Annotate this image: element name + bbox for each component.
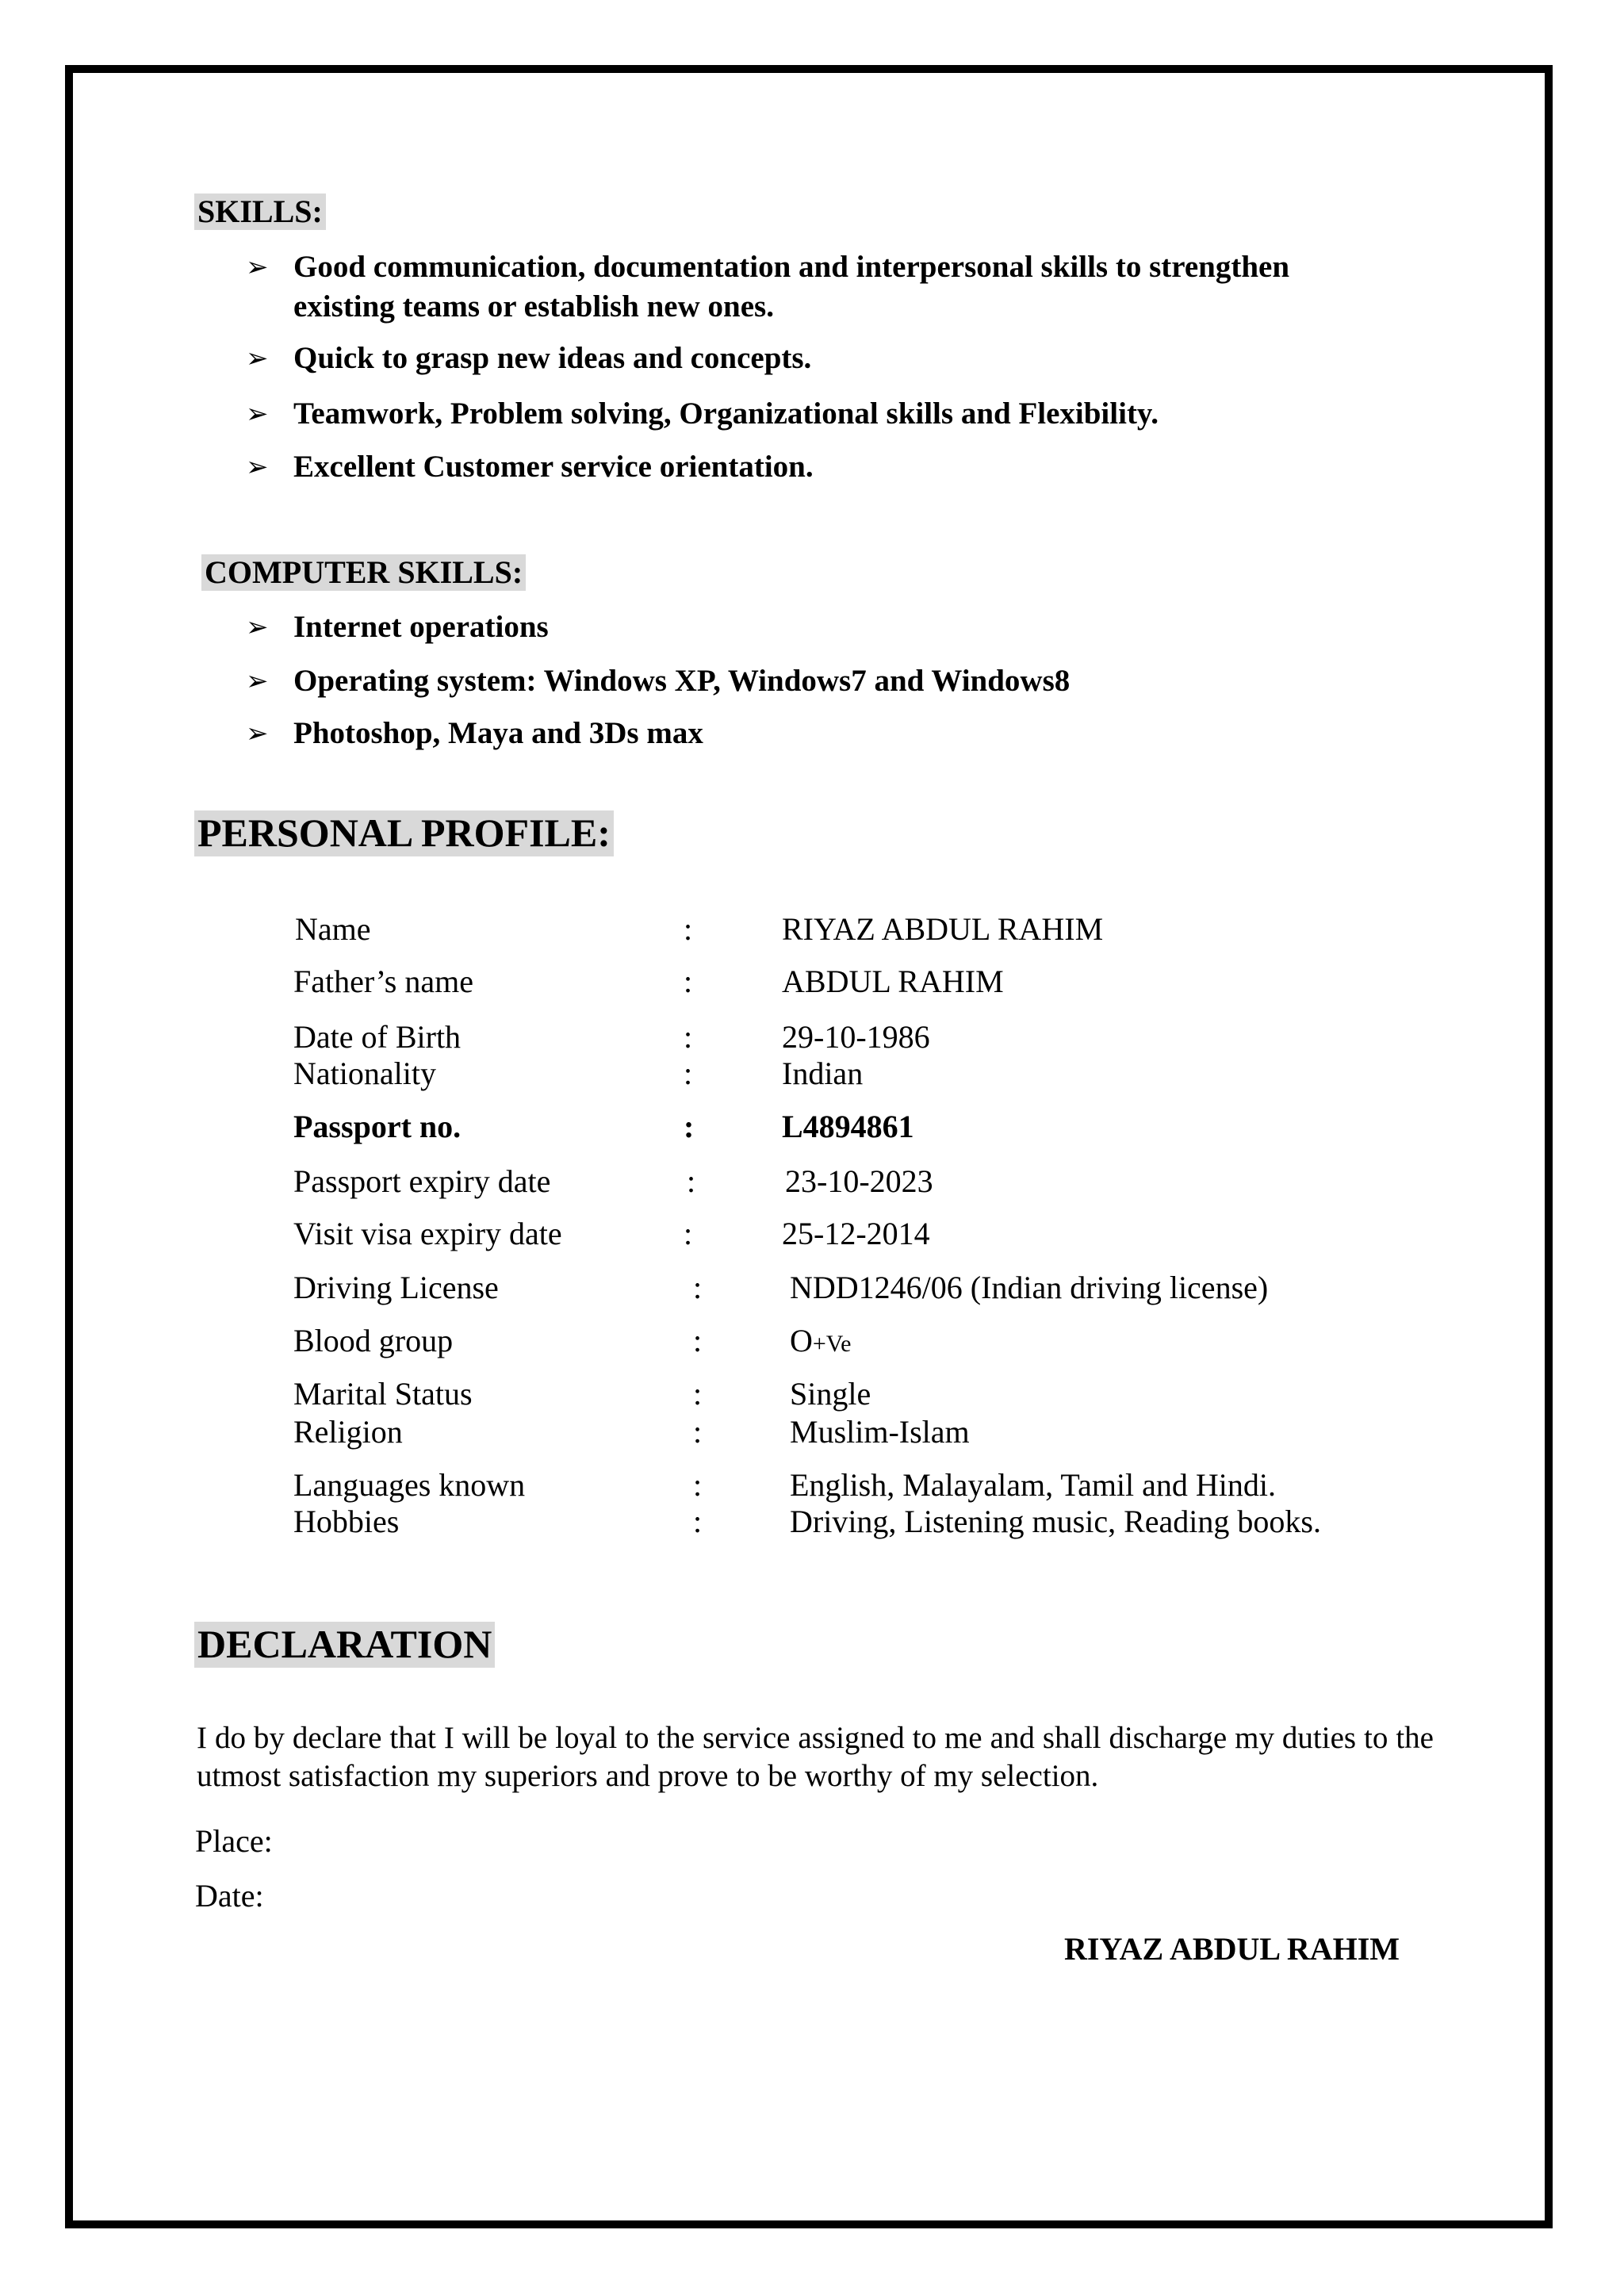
profile-value: L4894861 (782, 1109, 914, 1144)
skills-heading: SKILLS: (194, 193, 326, 230)
signature-name: RIYAZ ABDUL RAHIM (1064, 1931, 1400, 1967)
profile-separator: : (684, 1109, 695, 1144)
skill-item: Teamwork, Problem solving, Organizational skills and Flexibility. (293, 397, 1159, 431)
date-label: Date: (195, 1878, 264, 1914)
profile-value: 25-12-2014 (782, 1216, 930, 1251)
profile-label: Visit visa expiry date (293, 1216, 562, 1251)
profile-label: Date of Birth (293, 1019, 462, 1055)
profile-label: Driving License (293, 1270, 499, 1305)
profile-label: Passport no. (293, 1109, 462, 1144)
profile-value: 29-10-1986 (782, 1019, 930, 1055)
skill-item: Quick to grasp new ideas and concepts. (293, 341, 812, 375)
profile-label: Religion (293, 1414, 403, 1450)
profile-label: Blood group (293, 1323, 454, 1358)
profile-separator: : (684, 1216, 693, 1251)
computer-skill-item: Operating system: Windows XP, Windows7 and Windows8 (293, 664, 1071, 698)
profile-value: Driving, Listening music, Reading books. (790, 1504, 1321, 1539)
profile-separator: : (684, 1056, 693, 1091)
profile-value (790, 1322, 851, 1363)
skill-item: Good communication, documentation and interpersonal skills to strengthen (293, 250, 1290, 284)
bullet-arrow-icon: ➢ (246, 718, 269, 749)
bullet-arrow-icon: ➢ (246, 451, 269, 483)
bullet-arrow-icon: ➢ (246, 343, 269, 374)
profile-separator: : (684, 911, 693, 947)
computer-skills-heading: COMPUTER SKILLS: (201, 554, 526, 591)
profile-label: Father’s name (293, 964, 473, 999)
skill-item-continued: existing teams or establish new ones. (293, 289, 774, 324)
profile-value: English, Malayalam, Tamil and Hindi. (790, 1467, 1277, 1503)
personal-profile-heading: PERSONAL PROFILE: (194, 810, 614, 856)
profile-separator: : (693, 1504, 703, 1539)
bullet-arrow-icon: ➢ (246, 251, 269, 283)
bullet-arrow-icon: ➢ (246, 611, 269, 643)
profile-value: NDD1246/06 (Indian driving license) (790, 1270, 1269, 1305)
profile-separator: : (693, 1323, 703, 1358)
bullet-arrow-icon: ➢ (246, 665, 269, 697)
computer-skill-item: Internet operations (293, 610, 549, 644)
profile-value: RIYAZ ABDUL RAHIM (782, 911, 1104, 947)
profile-separator: : (687, 1163, 696, 1199)
profile-separator: : (693, 1376, 703, 1412)
profile-separator: : (684, 1019, 693, 1055)
bullet-arrow-icon: ➢ (246, 398, 269, 430)
profile-label: Passport expiry date (293, 1163, 551, 1199)
profile-value: ABDUL RAHIM (782, 964, 1004, 999)
profile-separator: : (693, 1414, 703, 1450)
profile-separator: : (693, 1270, 703, 1305)
page-border (65, 65, 1553, 2228)
profile-value: Single (790, 1376, 871, 1412)
profile-label: Marital Status (293, 1376, 473, 1412)
declaration-heading: DECLARATION (194, 1622, 495, 1668)
place-label: Place: (195, 1823, 273, 1859)
blood-group-rh: +Ve (812, 1331, 852, 1357)
profile-separator: : (684, 964, 693, 999)
declaration-text: I do by declare that I will be loyal to the service assigned to me and shall discharge my duties to the utmost satisfaction my superiors and prove to be worthy of my selection. (197, 1721, 1434, 1793)
profile-value: 23-10-2023 (785, 1163, 933, 1199)
profile-label: Nationality (293, 1056, 436, 1091)
profile-value: Indian (782, 1056, 864, 1091)
profile-value: Muslim-Islam (790, 1414, 970, 1450)
profile-label: Hobbies (293, 1504, 400, 1539)
skill-item: Excellent Customer service orientation. (293, 450, 814, 484)
profile-separator: : (693, 1467, 703, 1503)
profile-label: Languages known (293, 1467, 526, 1503)
computer-skill-item: Photoshop, Maya and 3Ds max (293, 716, 703, 750)
profile-label: Name (295, 911, 371, 947)
blood-group-letter: O (790, 1323, 813, 1358)
